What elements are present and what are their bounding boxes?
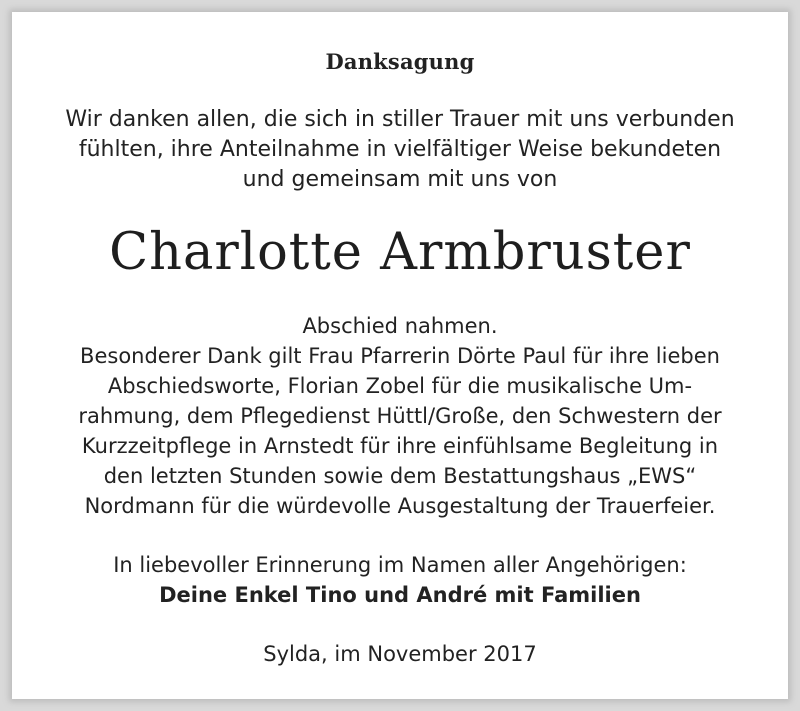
thanks-line: Kurzzeitpflege in Arnstedt für ihre einfühlsame Begleitung in	[81, 434, 719, 458]
intro-line: fühlten, ihre Anteilnahme in vielfältiger Weise bekundeten	[78, 137, 722, 162]
thanks-line: Abschied nahmen.	[302, 314, 498, 338]
thanks-line: Abschiedsworte, Florian Zobel für die musikalische Um-	[107, 374, 693, 398]
notice-heading: Danksagung	[325, 49, 475, 74]
thanks-line: rahmung, dem Pflegedienst Hüttl/Große, den Schwestern der	[78, 404, 722, 428]
thanks-line: Nordmann für die würdevolle Ausgestaltung der Trauerfeier.	[84, 494, 716, 518]
thanks-line: den letzten Stunden sowie dem Bestattungshaus „EWS“	[103, 464, 697, 488]
thanks-line: Besonderer Dank gilt Frau Pfarrerin Dörte Paul für ihre lieben	[80, 344, 720, 368]
obituary-notice	[12, 12, 788, 699]
intro-line: und gemeinsam mit uns von	[242, 167, 558, 192]
intro-line: Wir danken allen, die sich in stiller Trauer mit uns verbunden	[65, 107, 735, 132]
thanks-text	[12, 311, 788, 521]
signature: Deine Enkel Tino und André mit Familien	[159, 583, 641, 607]
remembrance-line: In liebevoller Erinnerung im Namen aller Angehörigen:	[113, 553, 687, 577]
place-date: Sylda, im November 2017	[263, 642, 537, 666]
deceased-name: Charlotte Armbruster	[109, 223, 691, 282]
intro-text	[12, 105, 788, 195]
